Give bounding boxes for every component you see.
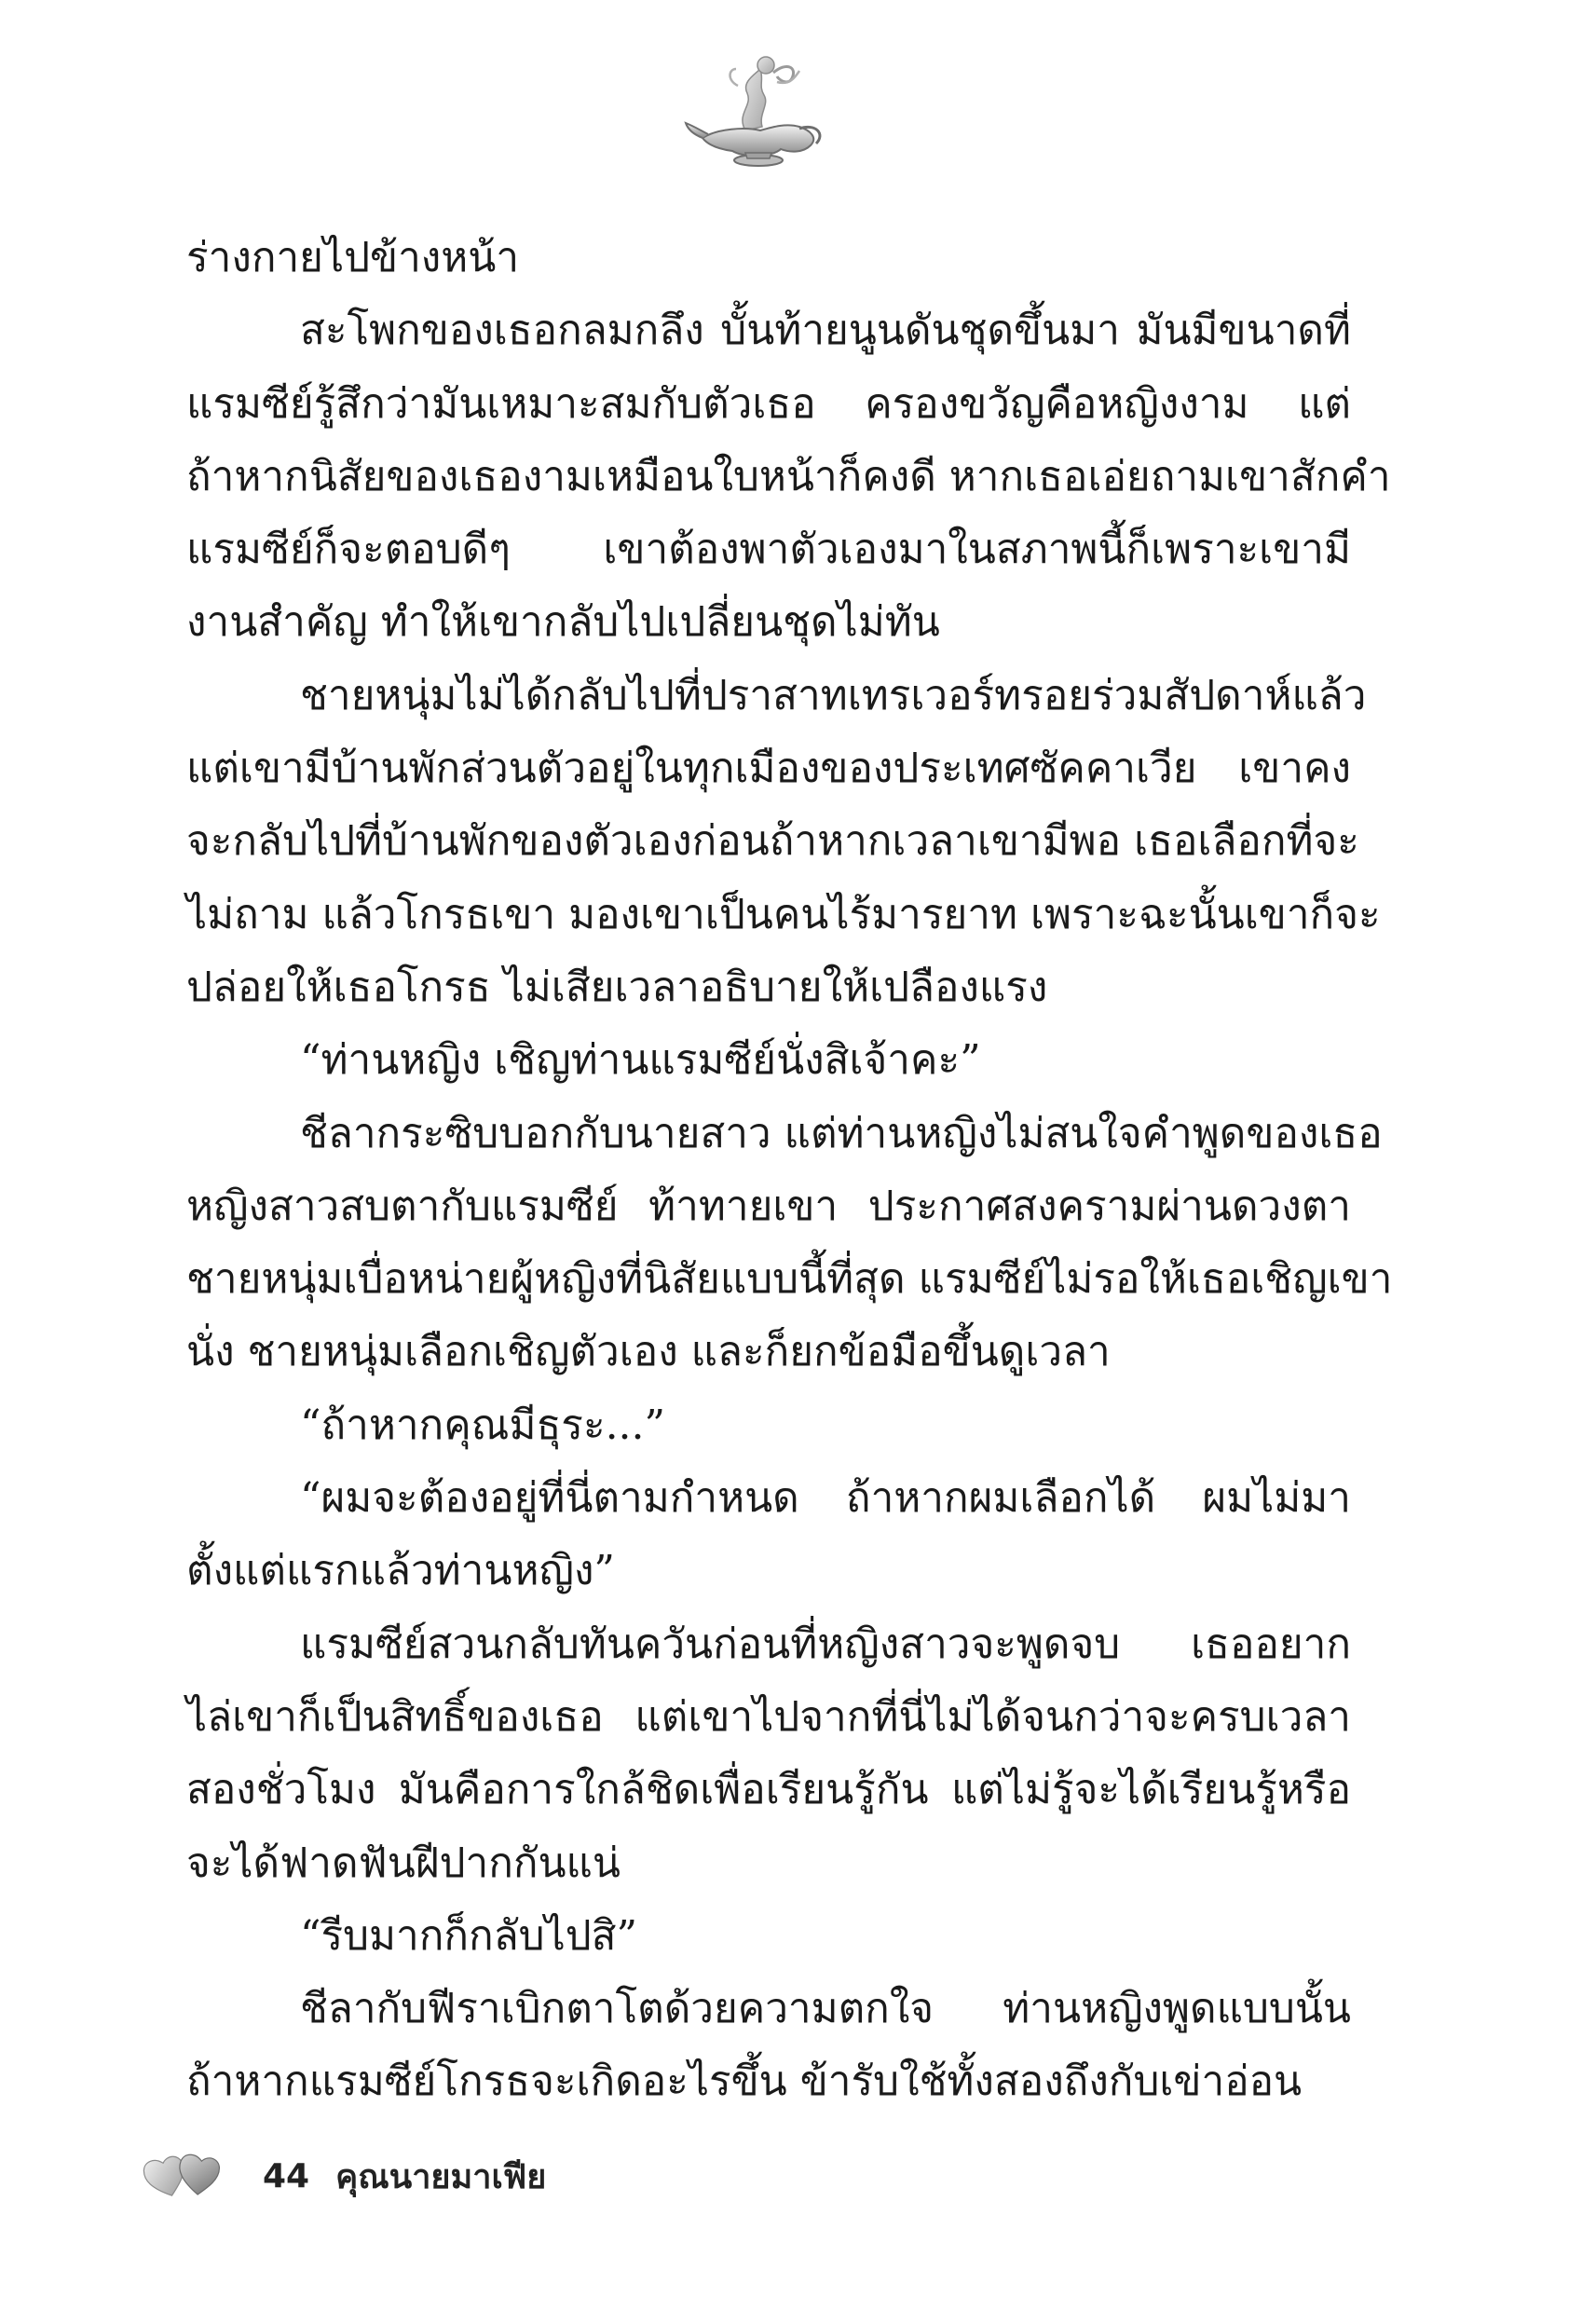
text-line: งานสำคัญ ทำให้เขากลับไปเปลี่ยนชุดไม่ทัน bbox=[186, 598, 940, 647]
text-line: “ผมจะต้องอยู่ที่นี่ตามกำหนด ถ้าหากผมเลือกได้ ผมไม่มา bbox=[300, 1474, 1351, 1523]
text-line: ร่างกายไปข้างหน้า bbox=[186, 234, 520, 281]
text-line: ชายหนุ่มไม่ได้กลับไปที่ปราสาทเทรเวอร์ทรอยร่วมสัปดาห์แล้ว bbox=[300, 671, 1367, 719]
text-line: “ถ้าหากคุณมีธุระ...” bbox=[300, 1401, 666, 1449]
text-line: จะได้ฟาดฟันฝีปากกันแน่ bbox=[186, 1839, 621, 1887]
text-line: ปล่อยให้เธอโกรธ ไม่เสียเวลาอธิบายให้เปลืองแรง bbox=[186, 963, 1048, 1011]
text-line: ตั้งแต่แรกแล้วท่านหญิง” bbox=[186, 1547, 615, 1595]
text-line: ไล่เขาก็เป็นสิทธิ์ของเธอ แต่เขาไปจากที่นี่ไม่ได้จนกว่าจะครบเวลา bbox=[186, 1692, 1351, 1741]
text-line: ชีลากระซิบบอกกับนายสาว แต่ท่านหญิงไม่สนใจคำพูดของเธอ bbox=[300, 1109, 1383, 1157]
text-line: แรมซีย์สวนกลับทันควันก่อนที่หญิงสาวจะพูดจบ เธออยาก bbox=[300, 1620, 1351, 1668]
text-line: แต่เขามีบ้านพักส่วนตัวอยู่ในทุกเมืองของประเทศซัคคาเวีย เขาคง bbox=[186, 745, 1351, 793]
text-line: ชายหนุ่มเบื่อหน่ายผู้หญิงที่นิสัยแบบนี้ที่สุด แรมซีย์ไม่รอให้เธอเชิญเขา bbox=[186, 1255, 1393, 1304]
body-text bbox=[186, 222, 1393, 2119]
text-line: แรมซีย์รู้สึกว่ามันเหมาะสมกับตัวเธอ ครองขวัญคือหญิงงาม แต่ bbox=[186, 379, 1351, 428]
text-line: หญิงสาวสบตากับแรมซีย์ ท้าทายเขา ประกาศสงครามผ่านดวงตา bbox=[186, 1182, 1351, 1230]
text-line: นั่ง ชายหนุ่มเลือกเชิญตัวเอง และก็ยกข้อมือขึ้นดูเวลา bbox=[186, 1328, 1111, 1376]
text-line: ถ้าหากนิสัยของเธองามเหมือนใบหน้าก็คงดี หากเธอเอ่ยถามเขาสักคำ bbox=[186, 452, 1391, 500]
page-footer bbox=[140, 2143, 546, 2208]
page-number: 44 bbox=[263, 2156, 310, 2195]
text-line: สะโพกของเธอกลมกลึง บั้นท้ายนูนดันชุดขึ้นมา มันมีขนาดที่ bbox=[300, 307, 1351, 355]
text-line: แรมซีย์ก็จะตอบดีๆ เขาต้องพาตัวเองมาในสภาพนี้ก็เพราะเขามี bbox=[186, 526, 1351, 574]
hearts-icon bbox=[140, 2148, 233, 2204]
text-line: “รีบมากก็กลับไปสิ” bbox=[300, 1911, 637, 1960]
text-line: ไม่ถาม แล้วโกรธเขา มองเขาเป็นคนไร้มารยาท เพราะฉะนั้นเขาก็จะ bbox=[186, 890, 1381, 938]
book-title: คุณนายมาเฟีย bbox=[335, 2157, 547, 2196]
text-line: จะกลับไปที่บ้านพักของตัวเองก่อนถ้าหากเวลาเขามีพอ เธอเลือกที่จะ bbox=[186, 817, 1359, 866]
text-line: สองชั่วโมง มันคือการใกล้ชิดเพื่อเรียนรู้กัน แต่ไม่รู้จะได้เรียนรู้หรือ bbox=[186, 1766, 1351, 1814]
text-line: ถ้าหากแรมซีย์โกรธจะเกิดอะไรขึ้น ข้ารับใช้ทั้งสองถึงกับเข่าอ่อน bbox=[186, 2058, 1303, 2106]
genie-lamp-icon bbox=[680, 48, 829, 170]
text-line: “ท่านหญิง เชิญท่านแรมซีย์นั่งสิเจ้าคะ” bbox=[300, 1036, 981, 1085]
text-line: ชีลากับฟีราเบิกตาโตด้วยความตกใจ ท่านหญิงพูดแบบนั้น bbox=[300, 1985, 1351, 2033]
